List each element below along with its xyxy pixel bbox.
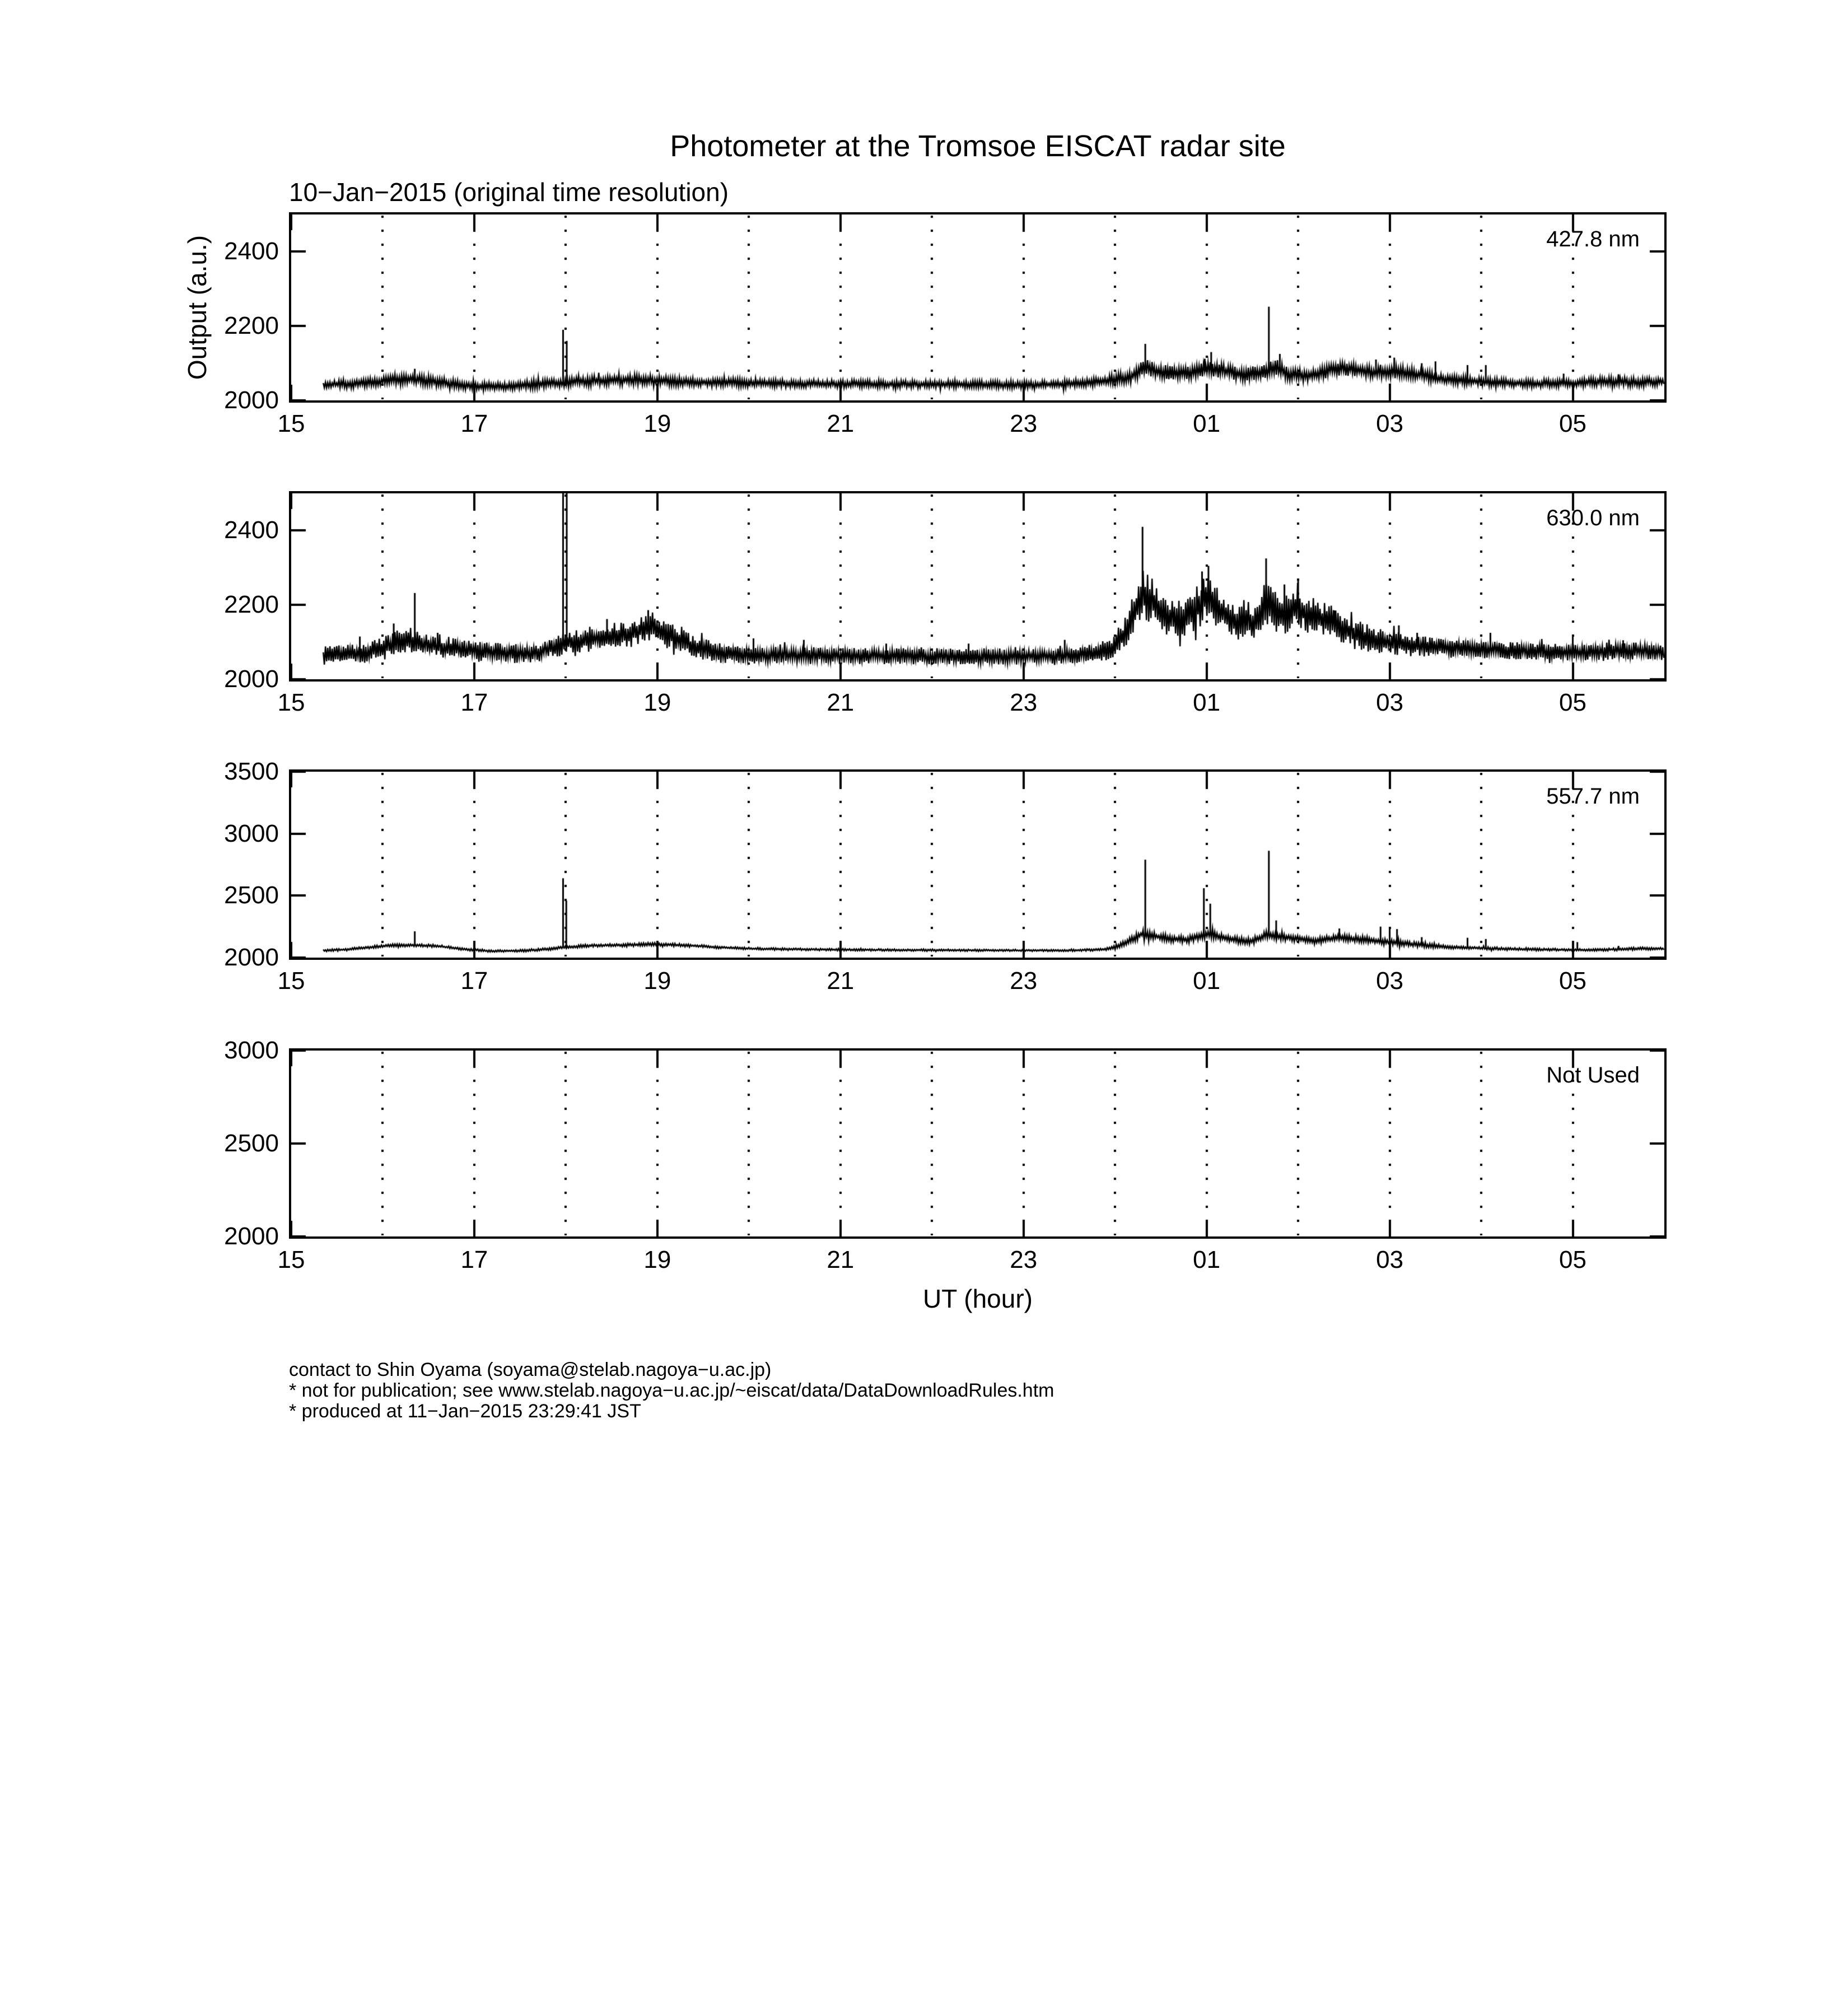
footer-produced-line: * produced at 11−Jan−2015 23:29:41 JST: [289, 1401, 641, 1422]
x-tick-label: 19: [643, 1246, 671, 1273]
y-tick-label: 2000: [224, 386, 279, 414]
y-tick-label: 2400: [224, 237, 279, 265]
y-tick-label: 2000: [224, 665, 279, 693]
x-tick-label: 01: [1193, 1246, 1221, 1273]
figure-subtitle: 10−Jan−2015 (original time resolution): [289, 178, 729, 207]
panel-557nm: [289, 769, 1667, 960]
x-tick-label: 05: [1559, 967, 1587, 995]
x-tick-label: 19: [643, 689, 671, 716]
x-tick-label: 15: [277, 689, 305, 716]
figure-title: Photometer at the Tromsoe EISCAT radar site: [670, 129, 1286, 163]
x-tick-label: 17: [460, 1246, 488, 1273]
x-tick-label: 15: [277, 967, 305, 995]
x-tick-label: 23: [1010, 689, 1038, 716]
y-tick-label: 2500: [224, 881, 279, 909]
y-tick-label: 3000: [224, 820, 279, 847]
x-axis-label: UT (hour): [923, 1284, 1033, 1313]
x-tick-label: 23: [1010, 410, 1038, 437]
x-tick-label: 21: [827, 967, 855, 995]
panel-557nm-plot: [291, 772, 1664, 958]
x-tick-label: 15: [277, 1246, 305, 1273]
y-tick-label: 2000: [224, 944, 279, 971]
x-tick-label: 17: [460, 967, 488, 995]
x-tick-label: 01: [1193, 689, 1221, 716]
x-tick-label: 21: [827, 1246, 855, 1273]
x-tick-label: 17: [460, 689, 488, 716]
x-tick-label: 05: [1559, 1246, 1587, 1273]
panel-630nm-plot: [291, 493, 1664, 679]
panel-427nm-plot: [291, 214, 1664, 400]
x-tick-label: 05: [1559, 689, 1587, 716]
x-tick-label: 15: [277, 410, 305, 437]
x-tick-label: 01: [1193, 410, 1221, 437]
x-tick-label: 03: [1376, 967, 1404, 995]
x-tick-label: 03: [1376, 1246, 1404, 1273]
x-tick-label: 21: [827, 689, 855, 716]
x-tick-label: 19: [643, 410, 671, 437]
x-tick-label: 17: [460, 410, 488, 437]
panel-427nm-wavelength-label: 427.8 nm: [1546, 227, 1640, 251]
panel-not-used-plot: [291, 1051, 1664, 1236]
x-tick-label: 01: [1193, 967, 1221, 995]
y-tick-label: 3500: [224, 758, 279, 785]
x-tick-label: 23: [1010, 967, 1038, 995]
x-tick-label: 23: [1010, 1246, 1038, 1273]
y-tick-label: 2000: [224, 1222, 279, 1250]
panel-427nm: [289, 212, 1667, 403]
x-tick-label: 19: [643, 967, 671, 995]
footer-contact-line: contact to Shin Oyama (soyama@stelab.nagoya−u.ac.jp): [289, 1359, 772, 1380]
y-tick-label: 3000: [224, 1037, 279, 1064]
panel-557nm-wavelength-label: 557.7 nm: [1546, 784, 1640, 809]
y-tick-label: 2200: [224, 591, 279, 618]
panel-not-used: [289, 1048, 1667, 1239]
x-tick-label: 03: [1376, 689, 1404, 716]
y-axis-label: Output (a.u.): [183, 235, 212, 380]
panel-not-used-label: Not Used: [1546, 1063, 1640, 1088]
x-tick-label: 21: [827, 410, 855, 437]
footer-publication-line: * not for publication; see www.stelab.nagoya−u.ac.jp/~eiscat/data/DataDownloadRules.htm: [289, 1380, 1054, 1401]
footer: [289, 1360, 1054, 1422]
panel-630nm: [289, 491, 1667, 682]
x-tick-label: 03: [1376, 410, 1404, 437]
y-tick-label: 2500: [224, 1130, 279, 1157]
panel-630nm-wavelength-label: 630.0 nm: [1546, 506, 1640, 530]
y-tick-label: 2200: [224, 312, 279, 339]
x-tick-label: 05: [1559, 410, 1587, 437]
y-tick-label: 2400: [224, 516, 279, 544]
